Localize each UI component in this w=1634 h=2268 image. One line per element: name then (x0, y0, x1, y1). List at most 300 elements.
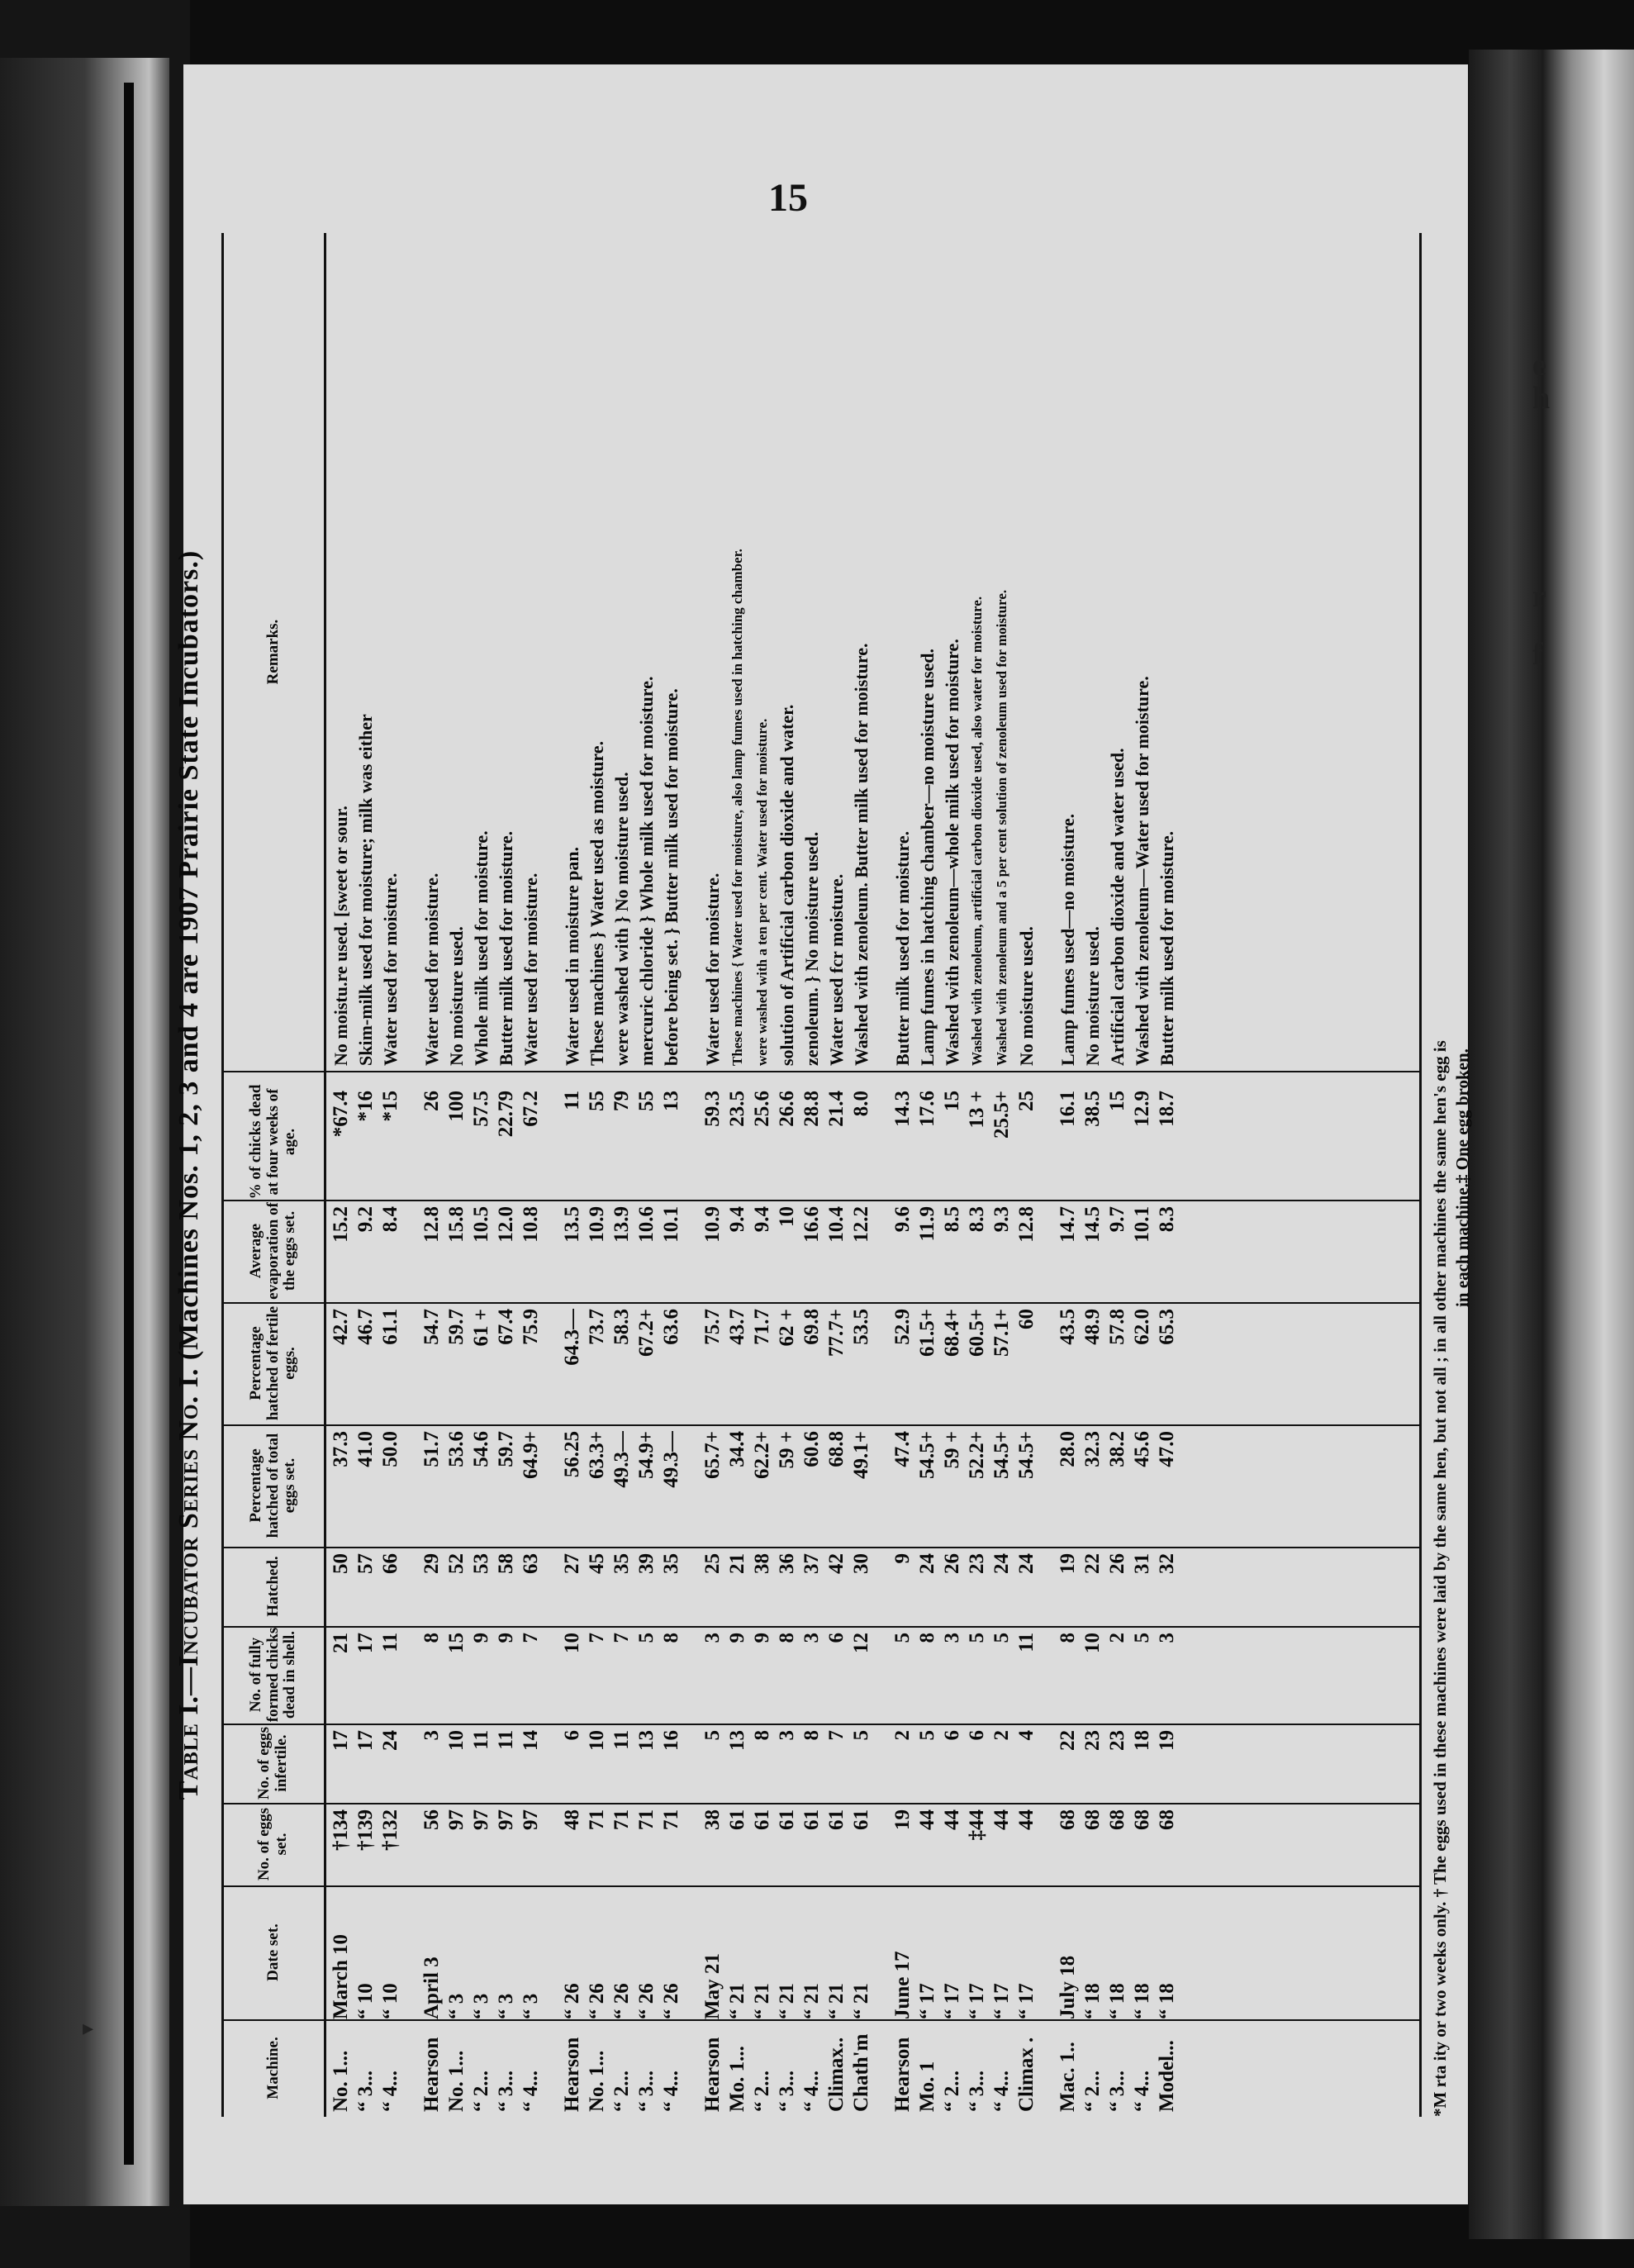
cell-eggs-set: 71 (660, 1809, 682, 1830)
table-row (1105, 233, 1130, 2117)
cell-remarks: Washed with zenoleum—whole milk used for moisture. (942, 639, 962, 1066)
cell-infertile: 5 (850, 1730, 872, 1741)
cell-hatched: 52 (445, 1553, 468, 1574)
table-row (1081, 233, 1105, 2117)
cell-infertile: 23 (1081, 1730, 1104, 1751)
cell-infertile: 5 (916, 1730, 938, 1741)
cell-remarks: Whole milk used for moisture. (471, 830, 492, 1066)
cell-pct-fertile: 75.9 (520, 1309, 542, 1345)
cell-pct-total: 54.5+ (990, 1431, 1013, 1479)
cell-eggs-set: 97 (470, 1809, 492, 1830)
cell-pct-fertile: 48.9 (1081, 1309, 1104, 1345)
cell-dead-four-weeks: 25 (1015, 1091, 1038, 1111)
cell-pct-total: 45.6 (1131, 1431, 1153, 1467)
cell-dead-four-weeks: 59.3 (701, 1091, 724, 1127)
cell-eggs-set: 97 (495, 1809, 517, 1830)
margin-marker: ▸ (83, 2016, 94, 2040)
cell-pct-total: 49.3— (660, 1431, 682, 1488)
cell-remarks: Water used for moisture. (520, 872, 541, 1066)
cell-evaporation: 12.8 (1015, 1206, 1038, 1243)
cell-eggs-set: 97 (445, 1809, 468, 1830)
cell-pct-fertile: 61 + (470, 1309, 492, 1347)
cell-dead-in-shell: 8 (420, 1633, 443, 1643)
cell-date-set: “ 17 (1015, 1983, 1038, 2019)
cell-pct-fertile: 52.9 (891, 1309, 914, 1345)
cell-evaporation: 10.1 (1131, 1206, 1153, 1243)
cell-infertile: 22 (1057, 1730, 1079, 1751)
cell-date-set: April 3 (420, 1957, 443, 2019)
cell-dead-four-weeks: 16.1 (1057, 1091, 1079, 1127)
cell-machine: “ 4... (379, 2071, 401, 2112)
cell-infertile: 19 (1156, 1730, 1178, 1751)
cell-infertile: 13 (726, 1730, 748, 1751)
cell-dead-four-weeks: 25.6 (751, 1091, 773, 1127)
cell-eggs-set: †139 (354, 1809, 377, 1851)
cell-dead-four-weeks: 100 (445, 1091, 468, 1122)
cell-remarks: These machines } Water used as moisture. (587, 740, 607, 1066)
table-row (659, 233, 684, 2117)
cell-infertile: 24 (379, 1730, 401, 1751)
cell-pct-fertile: 60 (1015, 1309, 1038, 1329)
cell-dead-four-weeks: *15 (379, 1091, 401, 1122)
cell-machine: Climax.. (825, 2037, 848, 2112)
cell-eggs-set: 48 (561, 1809, 583, 1830)
side-fragment-text: h (1532, 381, 1551, 416)
cell-machine: “ 2... (941, 2071, 963, 2112)
cell-hatched: 42 (825, 1553, 848, 1574)
cell-machine: “ 4... (800, 2071, 823, 2112)
cell-eggs-set: 19 (891, 1809, 914, 1830)
cell-machine: “ 2... (610, 2071, 633, 2112)
cell-evaporation: 10.4 (825, 1206, 848, 1243)
cell-dead-four-weeks: 57.5 (470, 1091, 492, 1127)
cell-date-set: “ 21 (825, 1983, 848, 2019)
cell-machine: “ 3... (635, 2071, 658, 2112)
table-row (469, 233, 494, 2117)
cell-dead-four-weeks: 38.5 (1081, 1091, 1104, 1127)
cell-pct-total: 28.0 (1057, 1431, 1079, 1467)
cell-remarks: solution of Artificial carbon dioxide and water. (777, 704, 797, 1066)
cell-evaporation: 13.9 (610, 1206, 633, 1243)
cell-infertile: 6 (561, 1730, 583, 1741)
cell-date-set: “ 3 (470, 1993, 492, 2019)
cell-machine: Hearson (420, 2037, 443, 2112)
cell-dead-four-weeks: 55 (635, 1091, 658, 1111)
cell-dead-four-weeks: 15 (1106, 1091, 1128, 1111)
table-row (800, 233, 824, 2117)
cell-evaporation: 15.8 (445, 1206, 468, 1243)
cell-evaporation: 9.4 (751, 1206, 773, 1233)
cell-hatched: 24 (916, 1553, 938, 1574)
table-row (420, 233, 444, 2117)
cell-eggs-set: 61 (850, 1809, 872, 1830)
cell-dead-in-shell: 5 (635, 1633, 658, 1643)
cell-remarks: Lamp fumes in hatching chamber—no moisture used. (917, 648, 938, 1066)
cell-evaporation: 14.5 (1081, 1206, 1104, 1243)
cell-pct-fertile: 57.8 (1106, 1309, 1128, 1345)
cell-evaporation: 12.2 (850, 1206, 872, 1243)
cell-hatched: 23 (966, 1553, 988, 1574)
column-header-evaporation: Average evaporation of the eggs set. (246, 1202, 299, 1300)
cell-hatched: 35 (610, 1553, 633, 1574)
cell-infertile: 5 (701, 1730, 724, 1741)
cell-pct-fertile: 59.7 (445, 1309, 468, 1345)
cell-pct-total: 49.3— (610, 1431, 633, 1488)
cell-hatched: 25 (701, 1553, 724, 1574)
cell-dead-four-weeks: 14.3 (891, 1091, 914, 1127)
cell-pct-fertile: 71.7 (751, 1309, 773, 1345)
cell-date-set: “ 21 (800, 1983, 823, 2019)
footnote-line: *M rta ity or two weeks only. † The eggs used in these machines were laid by the same hen, but not all ; in all other machines the same hen's egg is (1430, 1040, 1450, 2117)
cell-evaporation: 10.6 (635, 1206, 658, 1243)
cell-infertile: 4 (1015, 1730, 1038, 1741)
cell-remarks: Water used for moisture. (421, 872, 442, 1066)
cell-dead-in-shell: 7 (586, 1633, 608, 1643)
cell-pct-total: 59.7 (495, 1431, 517, 1467)
cell-pct-total: 47.0 (1156, 1431, 1178, 1467)
cell-evaporation: 12.8 (420, 1206, 443, 1243)
cell-eggs-set: 68 (1057, 1809, 1079, 1830)
table-title (173, 233, 205, 2117)
table-row (750, 233, 775, 2117)
book-spine-shadow (124, 83, 134, 2165)
cell-machine: “ 2... (470, 2071, 492, 2112)
table-row (725, 233, 750, 2117)
cell-dead-in-shell: 11 (1015, 1633, 1038, 1652)
cell-date-set: May 21 (701, 1953, 724, 2019)
cell-dead-four-weeks: 79 (610, 1091, 633, 1111)
cell-pct-total: 59 + (941, 1431, 963, 1469)
cell-date-set: “ 17 (941, 1983, 963, 2019)
cell-pct-fertile: 68.4+ (941, 1309, 963, 1357)
cell-remarks: Water used fcr moisture. (826, 873, 847, 1066)
cell-pct-total: 63.3+ (586, 1431, 608, 1479)
cell-pct-fertile: 57.1+ (990, 1309, 1013, 1357)
cell-dead-in-shell: 8 (660, 1633, 682, 1643)
cell-pct-fertile: 46.7 (354, 1309, 377, 1345)
cell-dead-four-weeks: 22.79 (495, 1091, 517, 1138)
cell-pct-fertile: 73.7 (586, 1309, 608, 1345)
cell-machine: “ 4... (1131, 2071, 1153, 2112)
cell-pct-fertile: 54.7 (420, 1309, 443, 1345)
footnote-line: in each machine.‡ One egg broken. (1452, 1048, 1473, 1307)
cell-infertile: 10 (445, 1730, 468, 1751)
cell-hatched: 29 (420, 1553, 443, 1574)
cell-hatched: 38 (751, 1553, 773, 1574)
row-group (420, 233, 544, 2117)
cell-evaporation: 8.3 (966, 1206, 988, 1233)
cell-machine: Hearson (561, 2037, 583, 2112)
cell-pct-total: 54.5+ (916, 1431, 938, 1479)
cell-infertile: 17 (330, 1730, 352, 1751)
table-row (849, 233, 874, 2117)
cell-machine: “ 2... (1081, 2071, 1104, 2112)
cell-infertile: 3 (420, 1730, 443, 1741)
cell-dead-four-weeks: 26.6 (776, 1091, 798, 1127)
cell-evaporation: 10.5 (470, 1206, 492, 1243)
cell-eggs-set: 71 (635, 1809, 658, 1830)
cell-hatched: 31 (1131, 1553, 1153, 1574)
cell-eggs-set: 71 (586, 1809, 608, 1830)
table-row (354, 233, 378, 2117)
cell-pct-total: 37.3 (330, 1431, 352, 1467)
cell-infertile: 11 (610, 1730, 633, 1750)
cell-dead-four-weeks: 17.6 (916, 1091, 938, 1127)
cell-remarks: No moisture used. (1082, 926, 1103, 1066)
cell-evaporation: 8.3 (1156, 1206, 1178, 1233)
cell-dead-in-shell: 21 (330, 1633, 352, 1653)
cell-infertile: 11 (470, 1730, 492, 1750)
cell-dead-in-shell: 5 (966, 1633, 988, 1643)
cell-evaporation: 15.2 (330, 1206, 352, 1243)
cell-hatched: 45 (586, 1553, 608, 1574)
cell-pct-fertile: 61.5+ (916, 1309, 938, 1357)
table-row (378, 233, 403, 2117)
cell-remarks: Lamp fumes used—no moisture. (1057, 813, 1078, 1066)
cell-eggs-set: 44 (941, 1809, 963, 1830)
cell-infertile: 8 (800, 1730, 823, 1741)
table-row (560, 233, 585, 2117)
cell-date-set: “ 17 (916, 1983, 938, 2019)
cell-dead-in-shell: 5 (990, 1633, 1013, 1643)
cell-remarks: Washed with zenoleum. Butter milk used for moisture. (851, 643, 872, 1066)
cell-date-set: “ 10 (379, 1983, 401, 2019)
cell-dead-four-weeks: 67.2 (520, 1091, 542, 1127)
cell-date-set: “ 21 (751, 1983, 773, 2019)
table-bottom-rule (1419, 233, 1422, 2117)
cell-eggs-set: 68 (1081, 1809, 1104, 1830)
cell-pct-fertile: 61.1 (379, 1309, 401, 1345)
cell-dead-in-shell: 7 (520, 1633, 542, 1643)
cell-machine: “ 3... (966, 2071, 988, 2112)
cell-hatched: 30 (850, 1553, 872, 1574)
cell-eggs-set: 38 (701, 1809, 724, 1830)
cell-dead-in-shell: 15 (445, 1633, 468, 1653)
cell-hatched: 66 (379, 1553, 401, 1574)
column-header-pct-fertile: Percentage hatched of fertile eggs. (246, 1305, 299, 1421)
cell-pct-total: 65.7+ (701, 1431, 724, 1479)
cell-dead-four-weeks: 13 + (966, 1091, 988, 1129)
cell-pct-total: 38.2 (1106, 1431, 1128, 1467)
cell-pct-total: 54.6 (470, 1431, 492, 1467)
cell-evaporation: 9.6 (891, 1206, 914, 1233)
cell-infertile: 23 (1106, 1730, 1128, 1751)
table-row (1056, 233, 1081, 2117)
cell-dead-four-weeks: *16 (354, 1091, 377, 1122)
cell-infertile: 16 (660, 1730, 682, 1751)
table-row (1014, 233, 1039, 2117)
cell-dead-four-weeks: 18.7 (1156, 1091, 1178, 1127)
cell-dead-in-shell: 9 (495, 1633, 517, 1643)
incubator-table (173, 233, 1512, 2117)
table-body (329, 233, 1196, 2117)
cell-machine: Mo. 1 (916, 2061, 938, 2112)
cell-eggs-set: 61 (776, 1809, 798, 1830)
column-header-date-set: Date set. (264, 1923, 282, 1981)
cell-dead-four-weeks: 23.5 (726, 1091, 748, 1127)
cell-eggs-set: 97 (520, 1809, 542, 1830)
cell-machine: “ 3... (354, 2071, 377, 2112)
cell-remarks: Water used in moisture pan. (562, 846, 582, 1066)
cell-evaporation: 9.7 (1106, 1206, 1128, 1233)
cell-evaporation: 10.9 (586, 1206, 608, 1243)
cell-infertile: 13 (635, 1730, 658, 1751)
column-header-hatched: Hatched. (264, 1556, 282, 1617)
cell-dead-in-shell: 8 (776, 1633, 798, 1643)
cell-pct-total: 53.6 (445, 1431, 468, 1467)
cell-hatched: 22 (1081, 1553, 1104, 1574)
cell-dead-four-weeks: 15 (941, 1091, 963, 1111)
table-row (965, 233, 990, 2117)
cell-dead-in-shell: 17 (354, 1633, 377, 1653)
cell-hatched: 50 (330, 1553, 352, 1574)
table-row (329, 233, 354, 2117)
cell-machine: No. 1... (586, 2050, 608, 2112)
cell-pct-total: 64.9+ (520, 1431, 542, 1479)
cell-hatched: 63 (520, 1553, 542, 1574)
cell-dead-in-shell: 9 (470, 1633, 492, 1643)
cell-date-set: “ 21 (726, 1983, 748, 2019)
cell-date-set: “ 18 (1081, 1983, 1104, 2019)
cell-hatched: 32 (1156, 1553, 1178, 1574)
cell-pct-total: 41.0 (354, 1431, 377, 1467)
cell-evaporation: 16.6 (800, 1206, 823, 1243)
cell-hatched: 57 (354, 1553, 377, 1574)
cell-date-set: “ 26 (660, 1983, 682, 2019)
side-fragment-text: e (1532, 348, 1546, 383)
cell-dead-four-weeks: 55 (586, 1091, 608, 1111)
cell-machine: “ 4... (990, 2071, 1013, 2112)
cell-date-set: “ 17 (990, 1983, 1013, 2019)
cell-pct-total: 52.2+ (966, 1431, 988, 1479)
facing-page-edge (0, 58, 169, 2206)
cell-machine: Chath'm (850, 2033, 872, 2112)
cell-dead-in-shell: 6 (825, 1633, 848, 1643)
table-title-suffix: (Machines Nos. 1, 2, 3 and 4 are 1907 Prairie State Incubators.) (173, 549, 204, 1361)
cell-dead-four-weeks: 25.5+ (990, 1091, 1013, 1139)
cell-dead-in-shell: 9 (726, 1633, 748, 1643)
cell-dead-in-shell: 10 (561, 1633, 583, 1653)
cell-dead-four-weeks: 12.9 (1131, 1091, 1153, 1127)
cell-dead-four-weeks: 28.8 (800, 1091, 823, 1127)
cell-date-set: March 10 (330, 1934, 352, 2019)
table-row (940, 233, 965, 2117)
table-row (494, 233, 519, 2117)
cell-infertile: 10 (586, 1730, 608, 1751)
cell-dead-in-shell: 5 (891, 1633, 914, 1643)
cell-remarks: Butter milk used for moisture. (496, 830, 516, 1066)
header-bottom-rule (324, 233, 326, 2117)
cell-pct-fertile: 62 + (776, 1309, 798, 1347)
cell-remarks: Butter milk used for moisture. (1157, 830, 1177, 1066)
cell-remarks: mercuric chloride } Whole milk used for moisture. (636, 676, 657, 1066)
cell-eggs-set: 61 (800, 1809, 823, 1830)
table-row (444, 233, 469, 2117)
cell-machine: Model... (1156, 2040, 1178, 2112)
cell-evaporation: 9.3 (990, 1206, 1013, 1233)
cell-evaporation: 11.9 (916, 1206, 938, 1242)
cell-eggs-set: †132 (379, 1809, 401, 1851)
cell-date-set: “ 18 (1156, 1983, 1178, 2019)
column-header-infertile: No. of eggs infertile. (255, 1726, 290, 1800)
cell-infertile: 18 (1131, 1730, 1153, 1751)
cell-infertile: 2 (891, 1730, 914, 1741)
cell-eggs-set: 44 (916, 1809, 938, 1830)
table-row (775, 233, 800, 2117)
cell-pct-fertile: 62.0 (1131, 1309, 1153, 1345)
cell-dead-in-shell: 7 (610, 1633, 633, 1643)
cell-evaporation: 9.2 (354, 1206, 377, 1233)
column-header-eggs-set: No. of eggs set. (255, 1807, 290, 1881)
cell-dead-in-shell: 9 (751, 1633, 773, 1643)
table-row (915, 233, 940, 2117)
cell-hatched: 9 (891, 1553, 914, 1564)
cell-remarks: Washed with zenoleum and a 5 per cent solution of zenoleum used for moisture. (994, 589, 1009, 1066)
cell-eggs-set: ‡44 (966, 1809, 988, 1841)
column-header-machine: Machine. (264, 2037, 282, 2099)
cell-date-set: July 18 (1057, 1955, 1079, 2019)
cell-remarks: zenoleum. } No moisture used. (801, 831, 822, 1066)
cell-date-set: “ 3 (445, 1993, 468, 2019)
cell-pct-total: 50.0 (379, 1431, 401, 1467)
cell-machine: Hearson (891, 2037, 914, 2112)
cell-dead-four-weeks: 21.4 (825, 1091, 848, 1127)
cell-dead-in-shell: 10 (1081, 1633, 1104, 1653)
cell-eggs-set: 61 (751, 1809, 773, 1830)
cell-machine: Mac. 1.. (1057, 2042, 1079, 2112)
cell-machine: “ 3... (495, 2071, 517, 2112)
cell-pct-fertile: 43.7 (726, 1309, 748, 1345)
cell-eggs-set: 68 (1106, 1809, 1128, 1830)
cell-hatched: 26 (1106, 1553, 1128, 1574)
cell-machine: “ 4... (520, 2071, 542, 2112)
cell-date-set: “ 21 (776, 1983, 798, 2019)
table-row (824, 233, 849, 2117)
cell-date-set: June 17 (891, 1951, 914, 2019)
cell-dead-in-shell: 3 (701, 1633, 724, 1643)
cell-pct-total: 68.8 (825, 1431, 848, 1467)
cell-remarks: These machines { Water used for moisture, also lamp fumes used in hatching chamber. (729, 549, 745, 1066)
cell-pct-total: 62.2+ (751, 1431, 773, 1479)
cell-evaporation: 8.5 (941, 1206, 963, 1233)
row-group (891, 233, 1039, 2117)
column-header-dead-in-shell: No. of fully formed chicks dead in shell. (246, 1627, 299, 1723)
cell-remarks: No moisture used. (1016, 926, 1037, 1066)
cell-pct-fertile: 69.8 (800, 1309, 823, 1345)
cell-remarks: Butter milk used for moisture. (892, 830, 913, 1066)
cell-pct-fertile: 43.5 (1057, 1309, 1079, 1345)
row-group (701, 233, 874, 2117)
cell-pct-total: 60.6 (800, 1431, 823, 1467)
header-top-rule (221, 233, 224, 2117)
cell-date-set: “ 10 (354, 1983, 377, 2019)
table-row (1130, 233, 1155, 2117)
cell-machine: No. 1... (330, 2050, 352, 2112)
cell-evaporation: 10.8 (520, 1206, 542, 1243)
cell-eggs-set: 61 (726, 1809, 748, 1830)
cell-infertile: 14 (520, 1730, 542, 1751)
cell-infertile: 2 (990, 1730, 1013, 1741)
cell-machine: “ 3... (776, 2071, 798, 2112)
page-number: 15 (768, 176, 808, 220)
cell-pct-total: 47.4 (891, 1431, 914, 1467)
cell-pct-fertile: 65.3 (1156, 1309, 1178, 1345)
cell-eggs-set: 44 (1015, 1809, 1038, 1830)
cell-pct-fertile: 77.7+ (825, 1309, 848, 1357)
cell-pct-total: 59 + (776, 1431, 798, 1469)
cell-date-set: “ 3 (495, 1993, 517, 2019)
cell-dead-in-shell: 8 (916, 1633, 938, 1643)
